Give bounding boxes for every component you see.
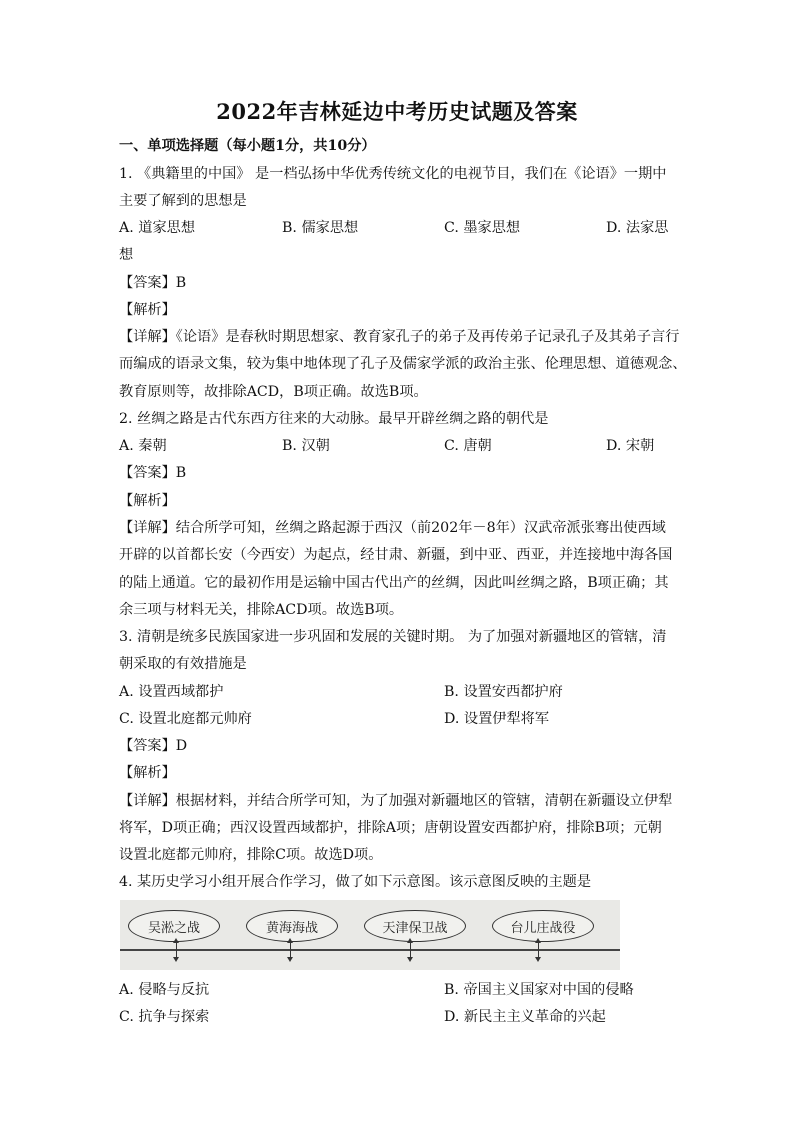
q3-option-c: C. 设置北庭都元帅府 [119, 711, 252, 727]
q2-stem-line1: 2. 丝绸之路是古代东西方往来的大动脉。最早开辟丝绸之路的朝代是 [119, 411, 549, 427]
q2-option-d: D. 宋朝 [606, 438, 655, 454]
diagram-oval-2: 黄海海战 [246, 910, 338, 942]
q3-answer [119, 736, 187, 756]
diagram-oval-1: 吴淞之战 [128, 910, 220, 942]
q3-option-d: D. 设置伊犁将军 [444, 711, 550, 727]
answer-value: B [175, 465, 187, 481]
double-arrow-icon [290, 940, 291, 960]
q1-detail-line3: 教育原则等，故排除ACD，B项正确。故选B项。 [119, 384, 428, 400]
q1-option-c: C. 墨家思想 [444, 220, 521, 236]
detail-text: 根据材料，并结合所学可知，为了加强对新疆地区的管辖，清朝在新疆设立伊犁 [175, 793, 673, 809]
q2-answer [119, 463, 186, 483]
q2-detail-line1 [119, 518, 666, 538]
diagram-oval-4: 台儿庄战役 [492, 910, 594, 942]
q1-stem-line1: 1. 《典籍里的中国》 是一档弘扬中华优秀传统文化的电视节目，我们在《论语》一期中 [119, 166, 667, 182]
q2-analysis-label: 【解析】 [119, 493, 176, 509]
q3-option-b: B. 设置安西都护府 [444, 684, 563, 700]
q1-option-d-wrap: 想 [119, 247, 134, 263]
answer-label: 【答案】 [119, 738, 176, 754]
q2-detail-line3: 的陆上通道。它的最初作用是运输中国古代出产的丝绸，因此叫丝绸之路，B项正确；其 [119, 575, 669, 591]
q4-stem-line1: 4. 某历史学习小组开展合作学习，做了如下示意图。该示意图反映的主题是 [119, 874, 592, 890]
answer-value: B [175, 275, 187, 291]
q3-detail-line3: 设置北庭都元帅府，排除C项。故选D项。 [119, 847, 383, 863]
q3-option-a: A. 设置西域都护 [119, 684, 224, 700]
q1-option-a: A. 道家思想 [119, 220, 196, 236]
diagram-oval-3: 天津保卫战 [364, 910, 466, 942]
q1-option-d: D. 法家思 [606, 220, 669, 236]
q1-option-b: B. 儒家思想 [282, 220, 359, 236]
detail-label: 【详解】 [119, 520, 176, 536]
detail-label: 【详解】 [119, 793, 176, 809]
q3-detail-line2: 将军，D项正确；西汉设置西域都护，排除A项；唐朝设置安西都护府，排除B项；元朝 [119, 820, 662, 836]
q1-answer [119, 273, 186, 293]
q3-stem-line1: 3. 清朝是统多民族国家进一步巩固和发展的关键时期。 为了加强对新疆地区的管辖，清 [119, 629, 667, 645]
q4-option-c: C. 抗争与探索 [119, 1009, 210, 1025]
answer-label: 【答案】 [119, 465, 176, 481]
q2-option-c: C. 唐朝 [444, 438, 492, 454]
page-title: 2022年吉林延边中考历史试题及答案 [216, 99, 578, 124]
detail-label: 【详解】 [119, 329, 176, 345]
q2-detail-line4: 余三项与材料无关，排除ACD项。故选B项。 [119, 602, 404, 618]
answer-value: D [175, 738, 188, 754]
q3-analysis-label: 【解析】 [119, 765, 176, 781]
section-heading: 一、单项选择题（每小题1分，共10分） [119, 138, 376, 154]
q1-stem-line2: 主要了解到的思想是 [119, 193, 247, 209]
double-arrow-icon [176, 940, 177, 960]
q3-stem-line2: 朝采取的有效措施是 [119, 656, 247, 672]
timeline-diagram [120, 900, 620, 970]
q4-option-a: A. 侵略与反抗 [119, 982, 210, 998]
q2-detail-line2: 开辟的以首都长安（今西安）为起点，经甘肃、新疆，到中亚、西亚，并连接地中海各国 [119, 547, 673, 563]
detail-text: 结合所学可知，丝绸之路起源于西汉（前202年－8年）汉武帝派张骞出使西域 [175, 520, 666, 536]
double-arrow-icon [538, 940, 539, 960]
q1-detail-line1 [119, 327, 679, 347]
q2-option-b: B. 汉朝 [282, 438, 330, 454]
q1-analysis-label: 【解析】 [119, 302, 176, 318]
q2-option-a: A. 秦朝 [119, 438, 167, 454]
q4-option-b: B. 帝国主义国家对中国的侵略 [444, 982, 634, 998]
q4-option-d: D. 新民主主义革命的兴起 [444, 1009, 606, 1025]
q1-detail-line2: 而编成的语录文集，较为集中地体现了孔子及儒家学派的政治主张、伦理思想、道德观念、 [119, 356, 687, 372]
detail-text: 《论语》是春秋时期思想家、教育家孔子的弟子及再传弟子记录孔子及其弟子言行 [175, 329, 680, 345]
timeline-axis [120, 949, 620, 951]
answer-label: 【答案】 [119, 275, 176, 291]
double-arrow-icon [410, 940, 411, 960]
q3-detail-line1 [119, 791, 672, 811]
